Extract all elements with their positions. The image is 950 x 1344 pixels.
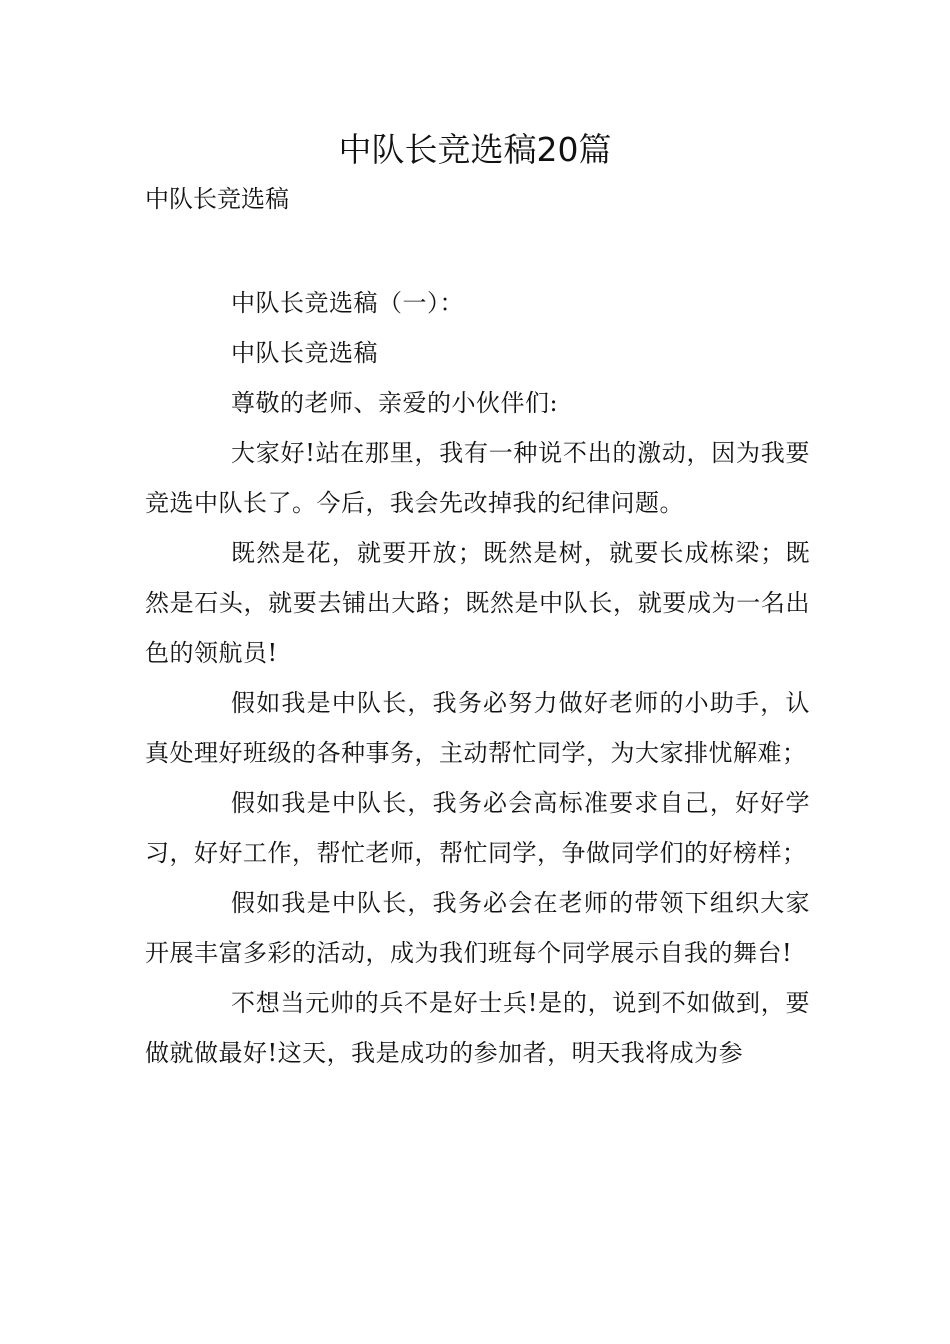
document-title: 中队长竞选稿20篇: [338, 130, 612, 169]
paragraph: 不想当元帅的兵不是好士兵!是的，说到不如做到，要做就做最好!这天，我是成功的参加者，明天我将成为参: [145, 989, 810, 1067]
paragraph: 大家好!站在那里，我有一种说不出的激动，因为我要竞选中队长了。今后，我会先改掉我的纪律问题。: [145, 439, 810, 517]
paragraph: 中队长竞选稿: [231, 339, 378, 367]
paragraph: 中队长竞选稿（一）：: [231, 289, 464, 317]
document-body: [145, 278, 810, 1078]
document-subtitle: 中队长竞选稿: [145, 185, 289, 213]
paragraph: 假如我是中队长，我务必会高标准要求自己，好好学习，好好工作，帮忙老师，帮忙同学，争做同学们的好榜样；: [145, 789, 810, 867]
paragraph: 假如我是中队长，我务必努力做好老师的小助手，认真处理好班级的各种事务，主动帮忙同学，为大家排忧解难；: [145, 689, 810, 767]
paragraph: 既然是花，就要开放；既然是树，就要长成栋梁；既然是石头，就要去铺出大路；既然是中队长，就要成为一名出色的领航员!: [145, 539, 810, 667]
paragraph: 尊敬的老师、亲爱的小伙伴们:: [231, 389, 559, 417]
paragraph: 假如我是中队长，我务必会在老师的带领下组织大家开展丰富多彩的活动，成为我们班每个同学展示自我的舞台!: [145, 889, 810, 967]
